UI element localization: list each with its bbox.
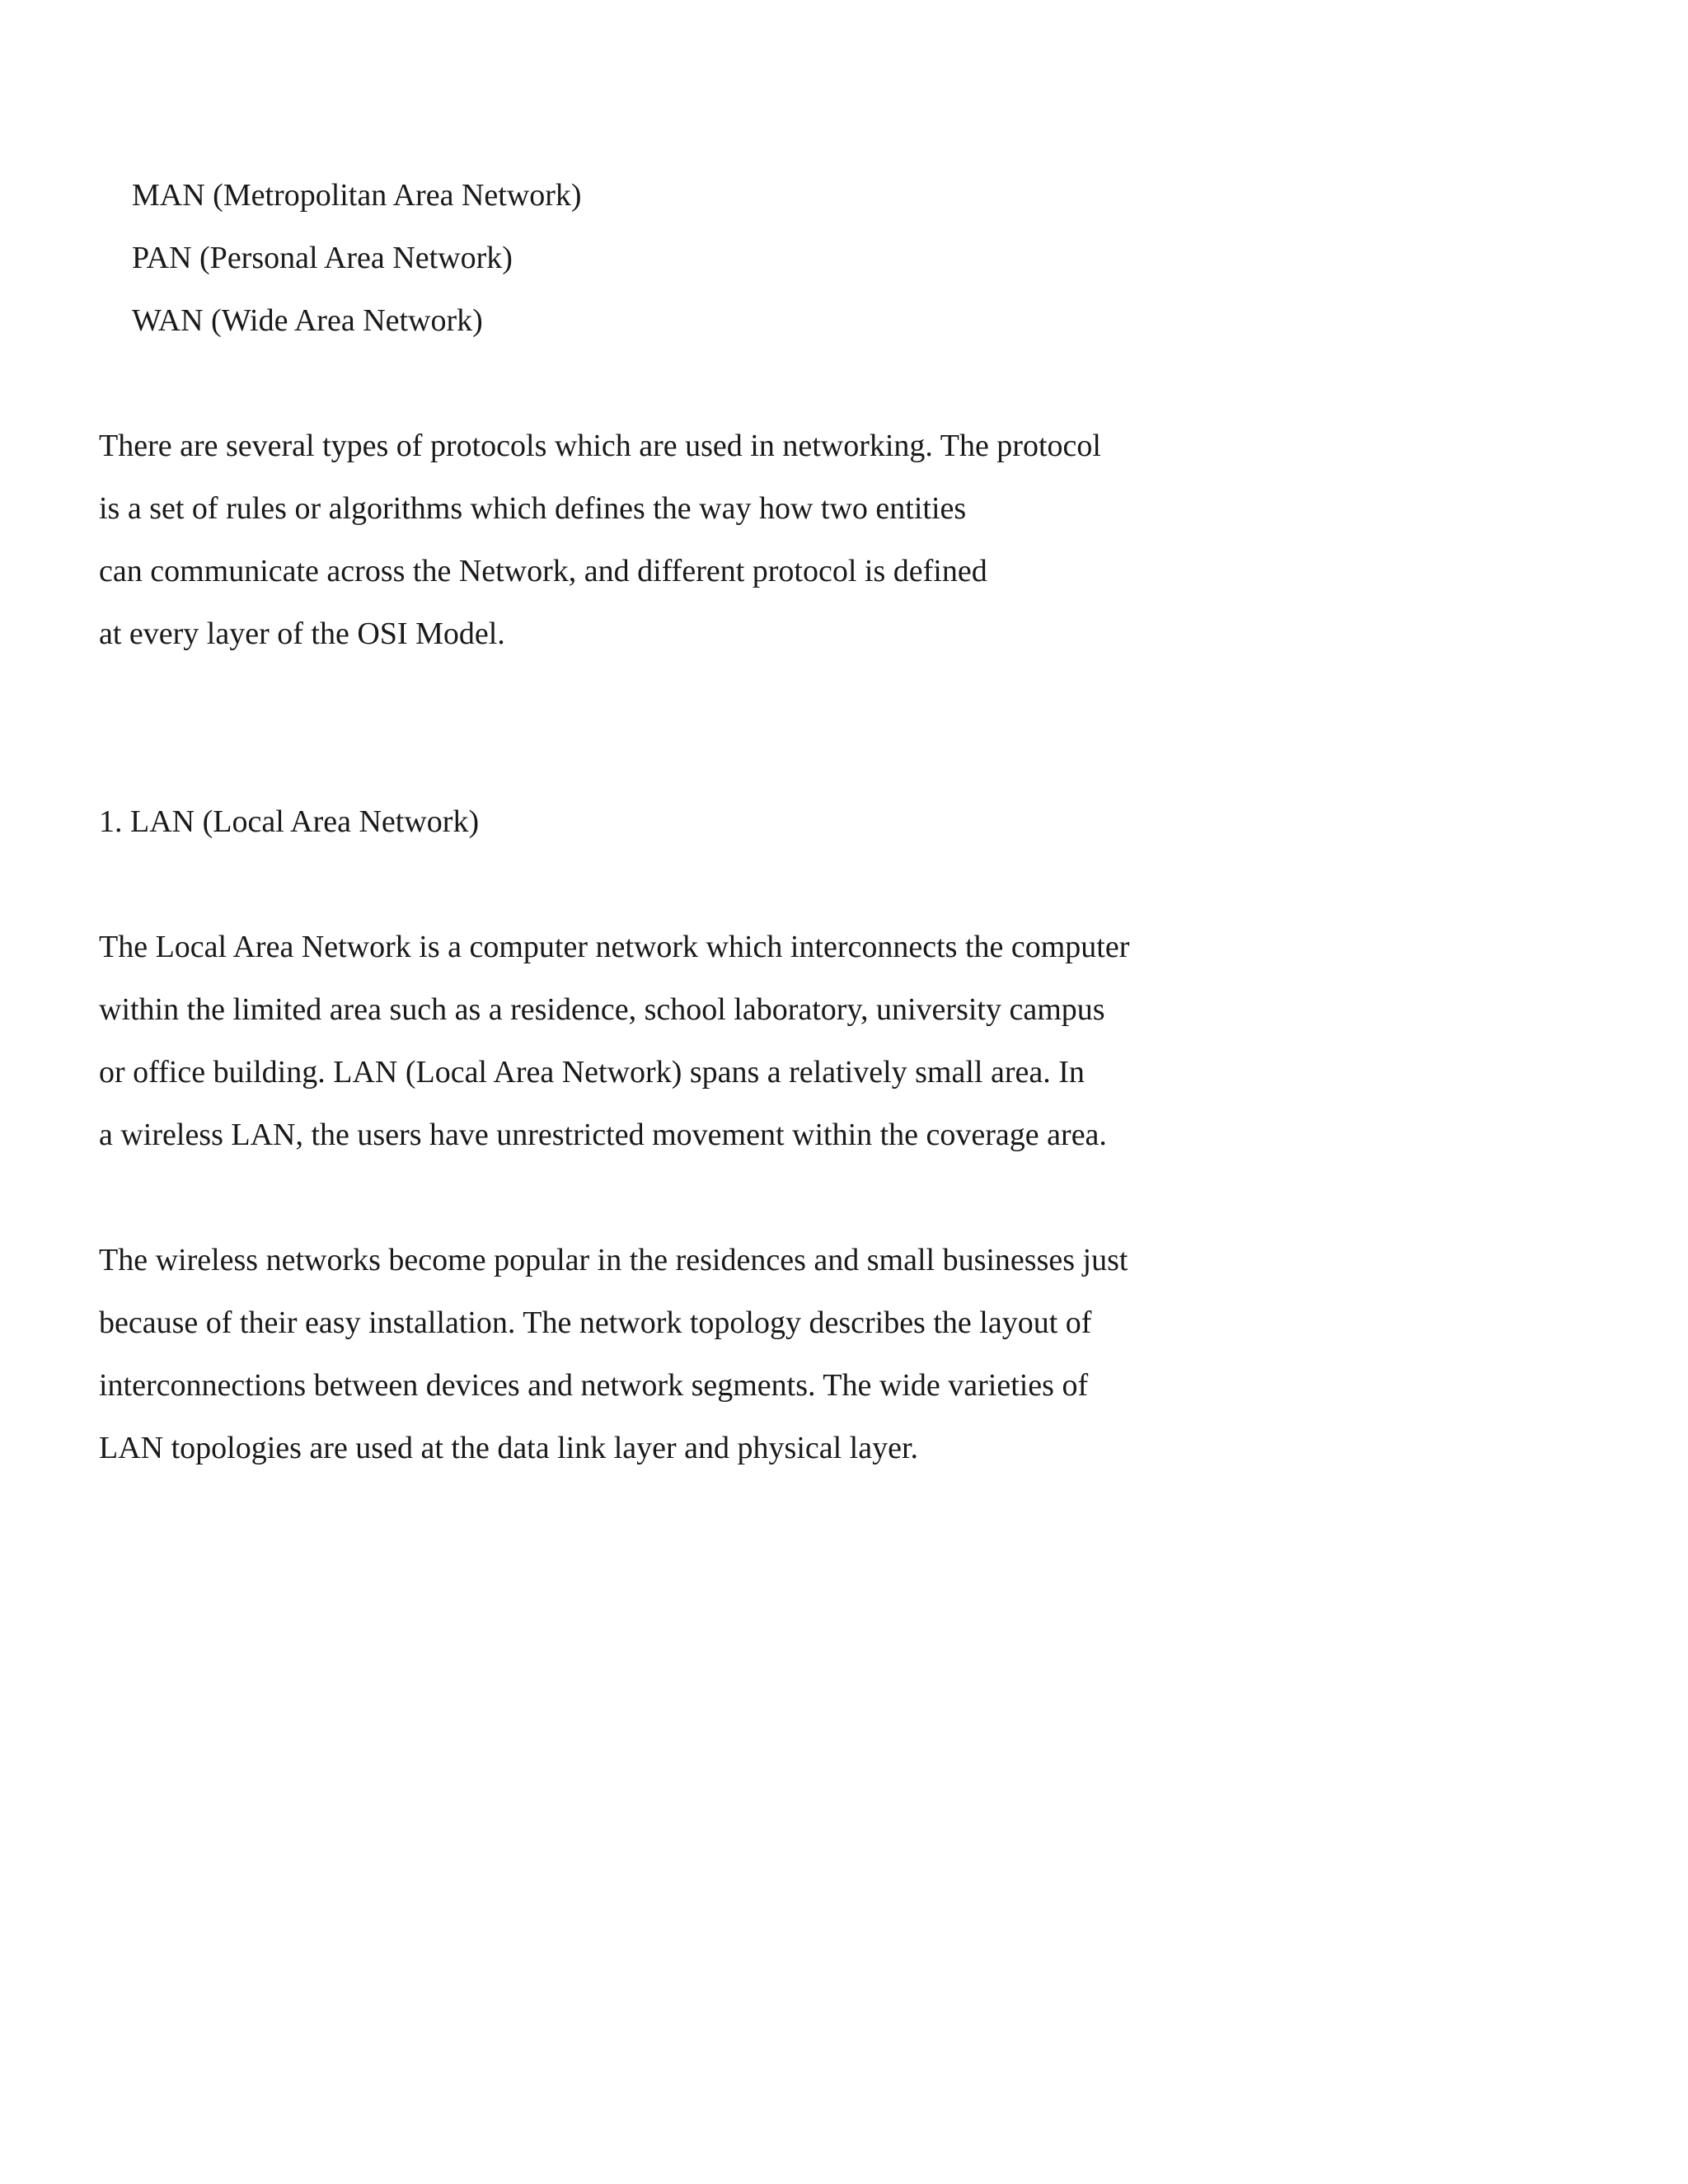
lan-paragraph-1-line: a wireless LAN, the users have unrestricted movement within the coverage area. [99,1118,1107,1152]
lan-paragraph-1-line: within the limited area such as a residence, school laboratory, university campus [99,992,1105,1027]
lan-paragraph-1-line: The Local Area Network is a computer network which interconnects the computer [99,930,1130,964]
protocols-paragraph-line: is a set of rules or algorithms which defines the way how two entities [99,491,967,526]
network-type-pan: PAN (Personal Area Network) [132,241,513,275]
lan-paragraph-2-line: interconnections between devices and network segments. The wide varieties of [99,1368,1089,1403]
lan-paragraph-2-line: The wireless networks become popular in the residences and small businesses just [99,1243,1128,1277]
protocols-paragraph-line: can communicate across the Network, and different protocol is defined [99,554,987,588]
lan-paragraph-2-line: because of their easy installation. The network topology describes the layout of [99,1305,1092,1340]
lan-paragraph-1-line: or office building. LAN (Local Area Network) spans a relatively small area. In [99,1055,1085,1090]
protocols-paragraph-line: at every layer of the OSI Model. [99,616,505,651]
section-heading-lan: 1. LAN (Local Area Network) [99,804,480,839]
network-type-man: MAN (Metropolitan Area Network) [132,178,582,213]
lan-paragraph-2-line: LAN topologies are used at the data link layer and physical layer. [99,1431,919,1465]
network-type-wan: WAN (Wide Area Network) [132,303,483,338]
protocols-paragraph-line: There are several types of protocols which are used in networking. The protocol [99,429,1101,463]
